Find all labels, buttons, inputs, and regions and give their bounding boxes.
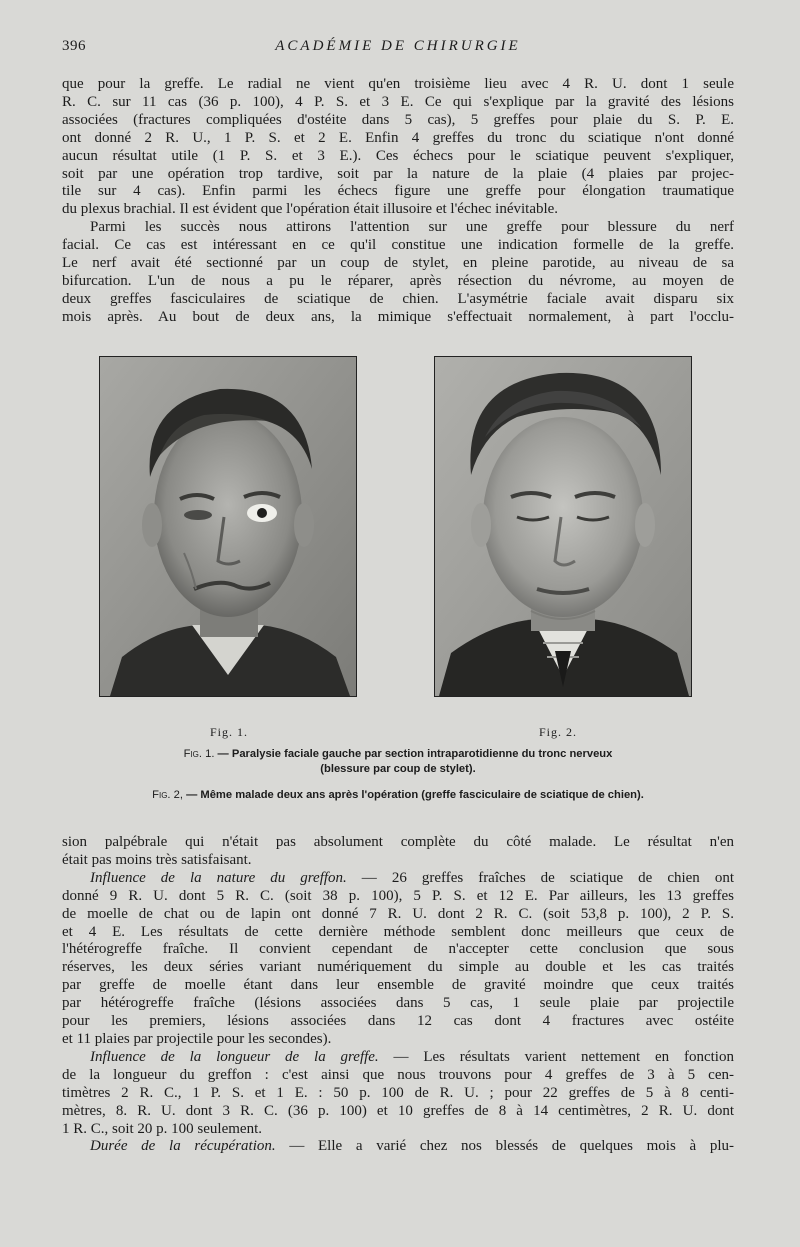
portrait-palsy	[100, 357, 356, 696]
text-line: que pour la greffe. Le radial ne vient qu'en troisième lieu avec 4 R. U. dont 1 seule	[62, 76, 734, 92]
text-line: de la longueur du greffon : c'est ainsi que nous trouvons pour 4 greffes de 3 à 5 cen-	[62, 1066, 734, 1083]
page-number: 396	[62, 38, 86, 54]
running-title: ACADÉMIE DE CHIRURGIE	[275, 38, 521, 54]
text-line: aucun résultat utile (1 P. S. et 3 E.). Ces échecs pour le sciatique peuvent s'expliquer,	[62, 147, 734, 164]
text-block-top	[62, 76, 734, 327]
text-line: soit par une opération trop tardive, soit par la nature de la plaie (4 plaies par projec-	[62, 165, 734, 182]
section-nature-first-line	[62, 870, 734, 888]
section-heading-length: Influence de la longueur de la greffe.	[90, 1048, 379, 1065]
caption-2-text: — Même malade deux ans après l'opération (greffe fasciculaire de sciatique de chien).	[182, 789, 644, 801]
text-line: réserves, les deux séries variant numériquement du simple au double et les cas traités	[62, 959, 734, 976]
caption-1-line-1: — Paralysie faciale gauche par section intraparotidienne du tronc nerveux	[214, 748, 613, 760]
text-line: mètres, 8. R. U. dont 3 R. C. (36 p. 100) et 10 greffes de 8 à 14 centimètres, 2 R. U. dont	[62, 1102, 734, 1119]
text-line: par greffe de moelle étant dans leur ensemble de gravité moindre que ceux traités	[62, 977, 734, 994]
text-line: bifurcation. L'un de nous a pu le réparer, après résection du névrome, au moyen de	[62, 272, 734, 289]
text-line: était pas moins très satisfaisant.	[62, 851, 252, 868]
text-line: associées (fractures compliquées d'ostéite dans 5 cas), 5 greffes pour plaie du S. P. E.	[62, 111, 734, 128]
text-line: l'hétérogreffe fraîche. Il convient cependant de n'accepter cette conclusion que sous	[62, 941, 734, 958]
text-line: donné 9 R. U. dont 5 R. C. (soit 38 p. 100), 5 P. S. et 12 E. Par ailleurs, les 13 greffes	[62, 887, 734, 904]
text-fragment: — Elle a varié chez nos blessés de quelques mois à plu-	[275, 1138, 734, 1155]
figure-2-caption	[62, 788, 734, 803]
section-duration-first-line	[62, 1138, 734, 1156]
portrait-after-surgery	[435, 357, 691, 696]
text-line: du plexus brachial. Il est évident que l'opération était illusoire et l'échec inévitable.	[62, 201, 559, 218]
caption-1-prefix: Fig. 1.	[183, 748, 215, 760]
text-line: tile sur 4 cas). Enfin parmi les échecs figure une greffe pour élongation traumatique	[62, 183, 734, 200]
text-line: par hétérogreffe fraîche (lésions associées dans 5 cas, 1 seule plaie par projectile	[62, 995, 734, 1012]
caption-2-prefix: Fig. 2,	[152, 789, 183, 801]
section-length-first-line	[62, 1049, 734, 1067]
text-line: 1 R. C., soit 20 p. 100 seulement.	[62, 1120, 262, 1137]
caption-1-line-2: (blessure par coup de stylet).	[320, 763, 476, 775]
text-line: R. C. sur 11 cas (36 p. 100), 4 P. S. et 3 E. Ce qui s'explique par la gravité des lésions	[62, 93, 734, 110]
text-fragment: — 26 greffes fraîches de sciatique de chien ont	[346, 869, 734, 886]
text-line: et 4 E. Les résultats de cette dernière méthode semblent donc meilleurs que ceux de	[62, 923, 734, 940]
figure-1-label: Fig. 1.	[210, 725, 249, 739]
figure-2-photo	[434, 356, 692, 697]
text-line: deux greffes fasciculaires de sciatique de chien. L'asymétrie faciale avait disparu six	[62, 290, 734, 307]
text-line: timètres 2 R. C., 1 P. S. et 1 E. : 50 p. 100 de R. U. ; pour 22 greffes de 5 à 8 centi-	[62, 1084, 734, 1101]
text-line: mois après. Au bout de deux ans, la mimique s'effectuait normalement, à part l'occlu-	[62, 308, 734, 325]
text-line: sion palpébrale qui n'était pas absolument complète du côté malade. Le résultat n'en	[62, 834, 734, 850]
text-line: Le nerf avait été sectionné par un coup de stylet, en pleine parotide, au niveau de sa	[62, 255, 734, 272]
figure-1-photo	[99, 356, 357, 697]
text-line: ont donné 2 R. U., 1 P. S. et 2 E. Enfin 4 greffes du tronc du sciatique n'ont donné	[62, 129, 734, 146]
text-line: et 11 plaies par projectile pour les secondes).	[62, 1030, 332, 1047]
text-line: pour les premiers, lésions associées dans 12 cas dont 4 fractures avec ostéite	[62, 1013, 734, 1030]
text-line: de moelle de chat ou de lapin ont donné 7 R. U. dont 2 R. C. (soit 53,8 p. 100), 2 P. S.	[62, 905, 734, 922]
section-heading-duration: Durée de la récupération.	[90, 1138, 276, 1155]
text-line: facial. Ce cas est intéressant en ce qu'il constitue une indication formelle de la greffe.	[62, 237, 734, 254]
page-header	[62, 38, 734, 60]
figure-1-caption	[62, 747, 734, 777]
section-heading-nature: Influence de la nature du greffon.	[90, 869, 347, 886]
text-fragment: — Les résultats varient nettement en fonction	[378, 1048, 734, 1065]
text-block-bottom	[62, 834, 734, 1156]
text-line: Parmi les succès nous attirons l'attention sur une greffe pour blessure du nerf	[90, 219, 734, 236]
figure-2-label: Fig. 2.	[539, 725, 578, 739]
